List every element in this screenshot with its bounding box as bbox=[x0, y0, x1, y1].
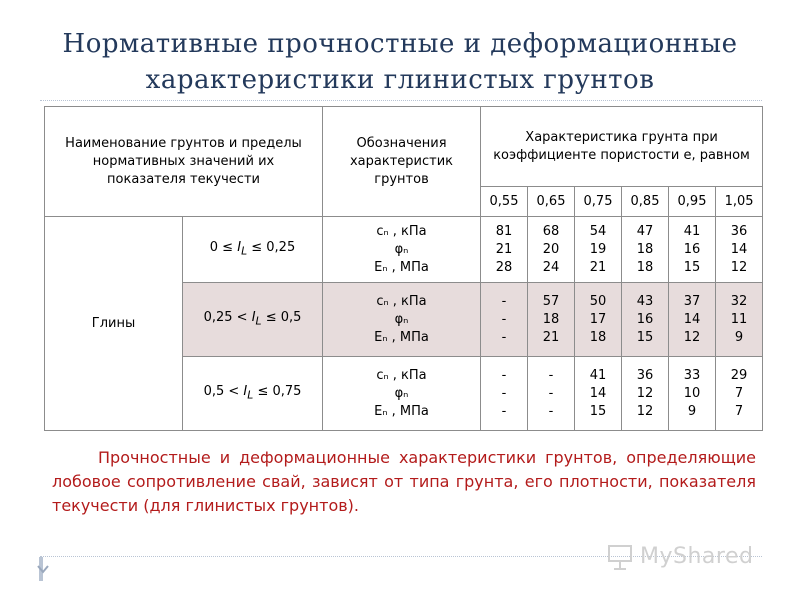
range-subscript: L bbox=[241, 244, 248, 258]
value-cell: 41 14 15 bbox=[575, 357, 622, 431]
header-symbols: Обозначения характеристик грунтов bbox=[323, 107, 481, 217]
watermark bbox=[606, 540, 766, 576]
value-cell: 41 16 15 bbox=[669, 217, 716, 283]
range-variable: I bbox=[237, 239, 242, 255]
value-cell: 29 7 7 bbox=[716, 357, 763, 431]
presentation-icon bbox=[606, 542, 636, 572]
porosity-header: 0,75 bbox=[575, 187, 622, 217]
table-row bbox=[45, 217, 763, 283]
value-cell: 43 16 15 bbox=[622, 283, 669, 357]
range-prefix: 0,5 < bbox=[203, 383, 244, 399]
value-cell: - - - bbox=[481, 357, 528, 431]
chevron-down-icon bbox=[36, 562, 50, 580]
porosity-header: 0,85 bbox=[622, 187, 669, 217]
symbols-cell: cₙ , кПа φₙ Eₙ , МПа bbox=[323, 357, 481, 431]
range-suffix: ≤ 0,25 bbox=[247, 239, 296, 255]
porosity-header: 1,05 bbox=[716, 187, 763, 217]
value-cell: 36 12 12 bbox=[622, 357, 669, 431]
range-prefix: 0 ≤ bbox=[209, 239, 238, 255]
top-divider bbox=[40, 100, 762, 101]
watermark-text: MyShared bbox=[640, 544, 754, 569]
range-variable: I bbox=[243, 383, 248, 399]
value-cell: - - - bbox=[481, 283, 528, 357]
header-soil-name: Наименование грунтов и пределы нормативных значений их показателя текучести bbox=[45, 107, 323, 217]
range-subscript: L bbox=[247, 388, 254, 402]
value-cell: 50 17 18 bbox=[575, 283, 622, 357]
value-cell: 37 14 12 bbox=[669, 283, 716, 357]
porosity-header: 0,95 bbox=[669, 187, 716, 217]
value-cell: 81 21 28 bbox=[481, 217, 528, 283]
value-cell: 33 10 9 bbox=[669, 357, 716, 431]
value-cell: 68 20 24 bbox=[528, 217, 575, 283]
range-variable: I bbox=[251, 309, 256, 325]
value-cell: 57 18 21 bbox=[528, 283, 575, 357]
value-cell: 36 14 12 bbox=[716, 217, 763, 283]
liquidity-range bbox=[183, 217, 323, 283]
porosity-header: 0,55 bbox=[481, 187, 528, 217]
liquidity-range bbox=[183, 283, 323, 357]
range-suffix: ≤ 0,75 bbox=[253, 383, 302, 399]
range-subscript: L bbox=[255, 314, 262, 328]
soil-name: Глины bbox=[45, 217, 183, 431]
range-suffix: ≤ 0,5 bbox=[261, 309, 302, 325]
value-cell: 32 11 9 bbox=[716, 283, 763, 357]
value-cell: - - - bbox=[528, 357, 575, 431]
range-prefix: 0,25 < bbox=[203, 309, 252, 325]
liquidity-range bbox=[183, 357, 323, 431]
symbols-cell: cₙ , кПа φₙ Eₙ , МПа bbox=[323, 283, 481, 357]
symbols-cell: cₙ , кПа φₙ Eₙ , МПа bbox=[323, 217, 481, 283]
header-porosity: Характеристика грунта при коэффициенте пористости е, равном bbox=[481, 107, 763, 187]
soil-characteristics-table bbox=[44, 106, 763, 431]
value-cell: 47 18 18 bbox=[622, 217, 669, 283]
porosity-header: 0,65 bbox=[528, 187, 575, 217]
description-paragraph: Прочностные и деформационные характеристики грунтов, определяющие лобовое сопротивление свай, зависят от типа грунта, его плотности, показателя текучести (для глинистых грунтов). bbox=[52, 448, 756, 515]
page-title: Нормативные прочностные и деформационные характеристики глинистых грунтов bbox=[62, 29, 738, 95]
value-cell: 54 19 21 bbox=[575, 217, 622, 283]
